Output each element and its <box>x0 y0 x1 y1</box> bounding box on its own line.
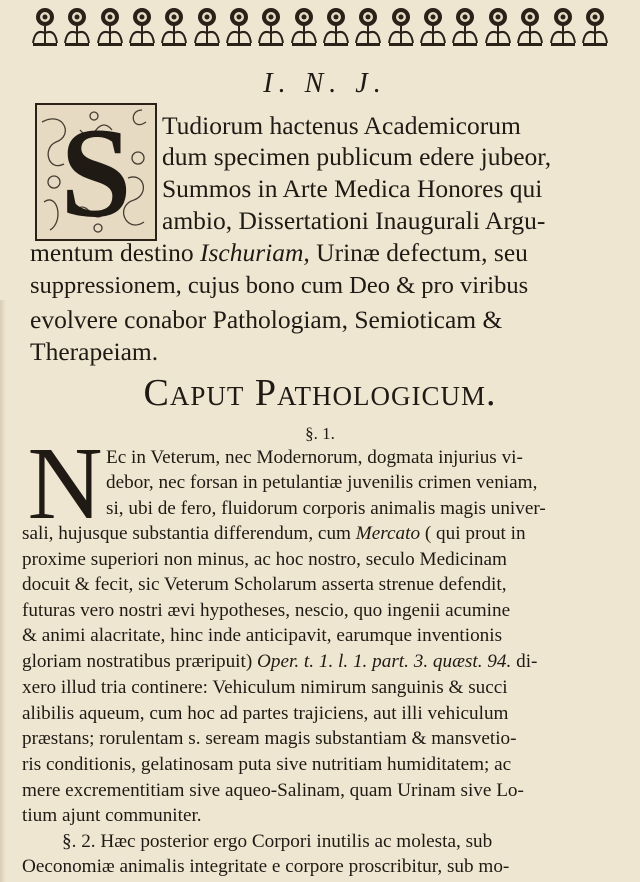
citation-reference: Oper. t. 1. l. 1. part. 3. quæst. 94. <box>257 651 512 672</box>
s1-line-8: & animi alacritate, hinc inde anticipavit, earumque inventionis <box>22 625 503 646</box>
intro-line-5-start: mentum destino <box>30 238 194 267</box>
flower-ornament-icon <box>127 5 157 47</box>
flower-ornament-icon <box>321 5 351 47</box>
flower-ornament-icon <box>30 5 60 47</box>
s2-line-1: §. 2. Hæc posterior ergo Corpori inutilis ac molesta, sub <box>62 831 493 852</box>
s1-line-9 <box>22 651 537 673</box>
decorated-initial-s <box>34 102 158 242</box>
flower-ornament-icon <box>95 5 125 47</box>
svg-text:S: S <box>60 102 132 244</box>
flower-ornament-icon <box>256 5 286 47</box>
initial-n <box>27 426 103 541</box>
flower-ornament-icon <box>418 5 448 47</box>
page-heading: I. N. J. <box>263 68 387 99</box>
s1-line-1: Ec in Veterum, nec Modernorum, dogmata injurius vi- <box>106 447 523 468</box>
intro-line-5-end: Urinæ defectum, seu <box>316 238 528 267</box>
s1-line-2: debor, nec forsan in petulantiæ juvenilis crimen veniam, <box>106 472 538 493</box>
flower-ornament-icon <box>548 5 578 47</box>
flower-ornament-icon <box>580 5 610 47</box>
s1-line-13: ris conditionis, gelatinosam puta sive nutritiam humiditatem; ac <box>22 754 512 775</box>
intro-line-1: Tudiorum hactenus Academicorum <box>162 111 521 140</box>
flower-ornament-icon <box>515 5 545 47</box>
s1-line-14: mere excrementitiam sive aqueo-Salinam, quam Urinam sive Lo- <box>22 780 524 801</box>
s1-line-11: alibilis aqueum, cum hoc ad partes trajiciens, aut illi vehiculum <box>22 703 509 724</box>
intro-line-5 <box>30 238 528 268</box>
intro-line-3: Summos in Arte Medica Honores qui <box>162 174 543 203</box>
section-1-mark: §. 1. <box>305 424 335 443</box>
s1-line-6: docuit & fecit, sic Veterum Scholarum asserta strenue defendit, <box>22 574 507 595</box>
ischuria-term: Ischuriam, <box>199 238 310 267</box>
flower-ornament-icon <box>386 5 416 47</box>
flower-ornament-icon <box>192 5 222 47</box>
flower-ornament-icon <box>289 5 319 47</box>
ornamental-headpiece <box>30 2 610 50</box>
flower-ornament-icon <box>450 5 480 47</box>
svg-text:N: N <box>27 426 103 541</box>
s1-line-12: præstans; rorulentam s. seream magis substantiam & mansvetio- <box>22 728 517 749</box>
s1-line-4-end: ( qui prout in <box>424 523 526 544</box>
s2-line-2: Oeconomiæ animalis integritate e corpore proscribitur, sub mo- <box>22 856 510 877</box>
s1-line-4 <box>22 523 526 545</box>
intro-line-7: evolvere conabor Pathologiam, Semioticam & <box>30 305 503 334</box>
intro-line-6: suppressionem, cujus bono cum Deo & pro viribus <box>30 272 529 299</box>
s1-line-7: futuras vero nostri ævi hypotheses, nescio, quo ingenii acumine <box>22 600 511 621</box>
s1-line-3: si, ubi de fero, fluidorum corporis animalis magis univer- <box>106 498 546 519</box>
s1-line-15: tium ajunt communiter. <box>22 805 202 826</box>
intro-line-2: dum specimen publicum edere jubeor, <box>162 142 552 171</box>
intro-line-8: Therapeiam. <box>30 337 159 366</box>
flower-ornament-icon <box>224 5 254 47</box>
s1-line-4-start: sali, hujusque substantia differendum, cum <box>22 523 351 544</box>
s1-line-9-end: di- <box>516 651 538 672</box>
flower-ornament-icon <box>62 5 92 47</box>
mercato-name: Mercato <box>355 523 421 544</box>
s1-line-9-start: gloriam nostratibus præripuit) <box>22 651 253 672</box>
flower-ornament-icon <box>159 5 189 47</box>
flower-ornament-icon <box>483 5 513 47</box>
flower-ornament-icon <box>353 5 383 47</box>
intro-line-4: ambio, Dissertationi Inaugurali Argu- <box>162 206 546 235</box>
s1-line-5: proxime superiori non minus, ac hoc nostro, seculo Medicinam <box>22 549 507 570</box>
chapter-title: Caput Pathologicum. <box>143 372 497 414</box>
s1-line-10: xero illud tria continere: Vehiculum nimirum sanguinis & succi <box>22 677 508 698</box>
